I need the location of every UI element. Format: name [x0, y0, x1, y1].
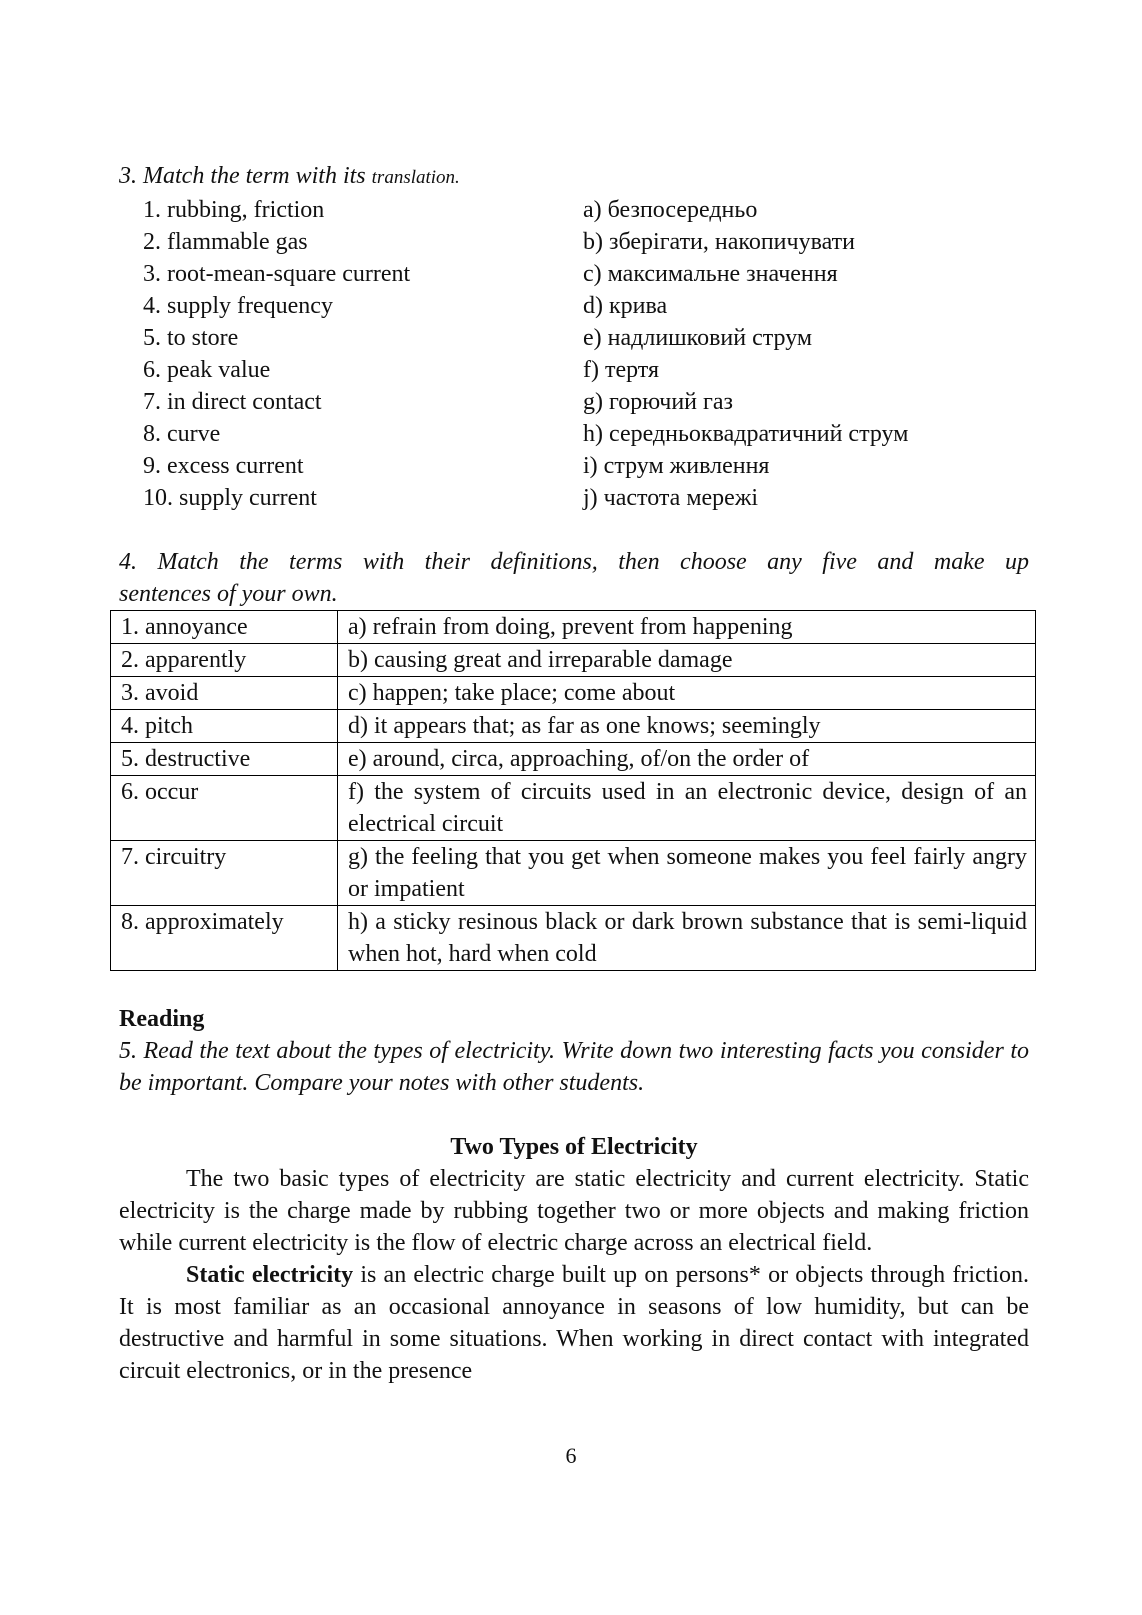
text-title: Two Types of Electricity	[450, 1134, 698, 1160]
table-row	[111, 906, 1036, 971]
translation-item: b) зберігати, накопичувати	[583, 229, 855, 255]
term-cell: 2. apparently	[111, 644, 338, 677]
definitions-table	[110, 610, 1036, 971]
table-row	[111, 710, 1036, 743]
translation-item: i) струм живлення	[583, 453, 770, 479]
definition-cell: e) around, circa, approaching, of/on the order of	[338, 743, 1036, 776]
definition-cell: c) happen; take place; come about	[338, 677, 1036, 710]
exercise-3-title-main: 3. Match the term with its	[119, 163, 372, 189]
term-cell: 1. annoyance	[111, 611, 338, 644]
terms-column	[143, 194, 563, 514]
table-row	[111, 611, 1036, 644]
table-row	[111, 776, 1036, 841]
term-item: 8. curve	[143, 421, 221, 447]
translation-item: d) крива	[583, 293, 668, 319]
exercise-3-title	[119, 160, 1029, 194]
definition-cell: d) it appears that; as far as one knows; seemingly	[338, 710, 1036, 743]
term-cell: 3. avoid	[111, 677, 338, 710]
paragraph-2	[119, 1259, 1029, 1387]
definition-cell: g) the feeling that you get when someone makes you feel fairly angry or impatient	[338, 841, 1036, 906]
paragraph-1: The two basic types of electricity are static electricity and current electricity. Static electricity is the charge made by rubbing together two or more objects and making friction while current electricity is the flow of electric charge across an electrical field.	[119, 1166, 1029, 1256]
translations-column	[583, 194, 1043, 514]
term-item: 2. flammable gas	[143, 229, 308, 255]
page-content	[119, 160, 1029, 1387]
term-item: 4. supply frequency	[143, 293, 333, 319]
exercise-3-match-list	[119, 194, 1029, 514]
page-number: 6	[565, 1443, 577, 1468]
term-item: 10. supply current	[143, 485, 317, 511]
definition-cell: a) refrain from doing, prevent from happening	[338, 611, 1036, 644]
term-item: 1. rubbing, friction	[143, 197, 325, 223]
term-cell: 8. approximately	[111, 906, 338, 971]
reading-heading: Reading	[119, 1006, 205, 1032]
translation-item: a) безпосередньо	[583, 197, 758, 223]
translation-item: h) середньоквадратичний струм	[583, 421, 909, 447]
term-item: 7. in direct contact	[143, 389, 322, 415]
static-electricity-term: Static electricity	[186, 1262, 354, 1288]
paragraph-2-text: is an electric charge built up on persons* or objects through friction. It is most familiar as an occasional annoyance in seasons of low humidity, but can be destructive and harmful in some situations. When working in direct contact with integrated circuit electronics, or in the presence	[119, 1262, 1030, 1384]
term-item: 9. excess current	[143, 453, 304, 479]
table-row	[111, 743, 1036, 776]
term-item: 5. to store	[143, 325, 239, 351]
translation-item: f) тертя	[583, 357, 660, 383]
definition-cell: f) the system of circuits used in an electronic device, design of an electrical circuit	[338, 776, 1036, 841]
translation-item: j) частота мережі	[583, 485, 759, 511]
exercise-3-title-small: translation.	[371, 167, 460, 188]
exercise-4-title-line2: sentences of your own.	[119, 581, 338, 607]
term-cell: 7. circuitry	[111, 841, 338, 906]
term-cell: 6. occur	[111, 776, 338, 841]
translation-item: e) надлишковий струм	[583, 325, 813, 351]
translation-item: g) горючий газ	[583, 389, 733, 415]
term-cell: 5. destructive	[111, 743, 338, 776]
table-row	[111, 677, 1036, 710]
translation-item: c) максимальне значення	[583, 261, 838, 287]
term-item: 6. peak value	[143, 357, 271, 383]
term-cell: 4. pitch	[111, 710, 338, 743]
table-row	[111, 644, 1036, 677]
definition-cell: h) a sticky resinous black or dark brown substance that is semi-liquid when hot, hard when cold	[338, 906, 1036, 971]
term-item: 3. root-mean-square current	[143, 261, 411, 287]
definition-cell: b) causing great and irreparable damage	[338, 644, 1036, 677]
exercise-5-instructions: 5. Read the text about the types of electricity. Write down two interesting facts you consider to be important. Compare your notes with other students.	[119, 1038, 1029, 1096]
table-row	[111, 841, 1036, 906]
exercise-4-title-line1: 4. Match the terms with their definitions, then choose any five and make up	[119, 549, 1029, 575]
